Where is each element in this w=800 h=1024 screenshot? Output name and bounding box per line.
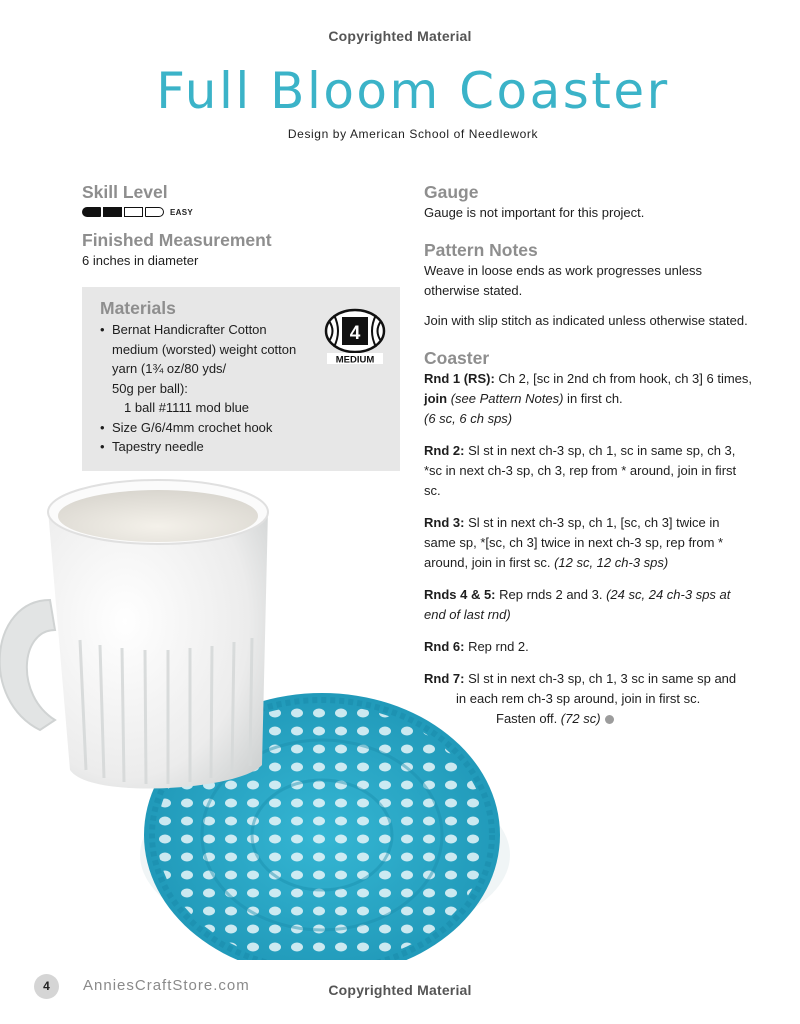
round-3-count: (12 sc, 12 ch-3 sps) bbox=[554, 555, 669, 570]
yarn-ball-info: 50g per ball): bbox=[112, 380, 188, 396]
round-7-text-1: Sl st in next ch-3 sp, ch 1, 3 sc in same sp and bbox=[464, 671, 737, 686]
skill-segment bbox=[103, 207, 122, 217]
pattern-notes-heading: Pattern Notes bbox=[424, 240, 538, 260]
finished-measurement-text: 6 inches in diameter bbox=[82, 253, 199, 268]
round-1-note: (see Pattern Notes) bbox=[447, 391, 564, 406]
skill-segment bbox=[145, 207, 164, 217]
watermark-top: Copyrighted Material bbox=[328, 28, 472, 44]
round-1-count: (6 sc, 6 ch sps) bbox=[424, 411, 513, 426]
page-title: Full Bloom Coaster bbox=[156, 62, 670, 120]
materials-box bbox=[82, 287, 400, 471]
materials-item-hook: • Size G/6/4mm crochet hook bbox=[100, 418, 382, 438]
round-2-text: Sl st in next ch-3 sp, ch 1, sc in same sp, ch 3, *sc in next ch-3 sp, ch 3, rep from * around, join in first sc. bbox=[424, 443, 737, 498]
round-3-label: Rnd 3: bbox=[424, 515, 465, 530]
yarn-weight-icon bbox=[324, 307, 386, 365]
page-number: 4 bbox=[34, 974, 59, 999]
rounds-4-5-count: (24 sc, 24 ch-3 sps at end of last rnd) bbox=[424, 587, 731, 622]
yarn-weight-label: MEDIUM bbox=[335, 354, 375, 365]
round-7-text-3: Fasten off. bbox=[496, 711, 561, 726]
designer-credit: Design by American School of Needlework bbox=[287, 127, 539, 141]
rounds-4-5-label: Rnds 4 & 5: bbox=[424, 587, 496, 602]
materials-heading: Materials bbox=[100, 298, 176, 318]
yarn-weight-number: 4 bbox=[349, 323, 361, 344]
round-6-label: Rnd 6: bbox=[424, 639, 465, 654]
round-1-join: join bbox=[424, 391, 448, 406]
round-7-count: (72 sc) bbox=[560, 711, 601, 726]
yarn-quantity: 1 ball #1111 mod blue bbox=[124, 400, 250, 415]
site-url[interactable]: AnniesCraftStore.com bbox=[83, 977, 250, 994]
round-7-text-2: in each rem ch-3 sp around, join in first sc. bbox=[456, 691, 701, 706]
skill-segment bbox=[82, 207, 101, 217]
coaster-heading: Coaster bbox=[424, 348, 490, 368]
skill-level-heading: Skill Level bbox=[82, 182, 168, 202]
gauge-heading: Gauge bbox=[424, 182, 479, 202]
skill-level-meter bbox=[82, 205, 400, 219]
pattern-note-2: Join with slip stitch as indicated unless otherwise stated. bbox=[424, 313, 748, 328]
round-6-text: Rep rnd 2. bbox=[464, 639, 529, 654]
skill-level-label: EASY bbox=[170, 207, 193, 217]
materials-item-yarn bbox=[100, 320, 315, 418]
materials-item-needle: • Tapestry needle bbox=[100, 437, 382, 457]
left-column bbox=[82, 181, 400, 271]
round-7-label: Rnd 7: bbox=[424, 671, 465, 686]
watermark-bottom: Copyrighted Material bbox=[328, 982, 472, 998]
round-3-text: Sl st in next ch-3 sp, ch 1, [sc, ch 3] twice in same sp, *[sc, ch 3] twice in next ch-3 sp, rep from * around, join in first sc. bbox=[424, 515, 724, 570]
pattern-note-1: Weave in loose ends as work progresses unless otherwise stated. bbox=[424, 263, 702, 298]
round-1 bbox=[424, 369, 754, 429]
end-of-pattern-icon bbox=[605, 715, 614, 724]
finished-measurement-heading: Finished Measurement bbox=[82, 230, 272, 250]
gauge-text: Gauge is not important for this project. bbox=[424, 205, 645, 220]
round-1-text: Ch 2, [sc in 2nd ch from hook, ch 3] 6 times, bbox=[494, 371, 753, 386]
skill-segment bbox=[124, 207, 143, 217]
round-1-label: Rnd 1 (RS): bbox=[424, 371, 495, 386]
mug bbox=[0, 480, 268, 789]
rounds-4-5-text: Rep rnds 2 and 3. bbox=[495, 587, 607, 602]
coaster-photo bbox=[0, 470, 540, 960]
round-1-text-end: in first ch. bbox=[563, 391, 623, 406]
round-2-label: Rnd 2: bbox=[424, 443, 465, 458]
yarn-description: Bernat Handicrafter Cotton medium (worsted) weight cotton yarn (1¾ oz/80 yds/ bbox=[112, 322, 297, 376]
